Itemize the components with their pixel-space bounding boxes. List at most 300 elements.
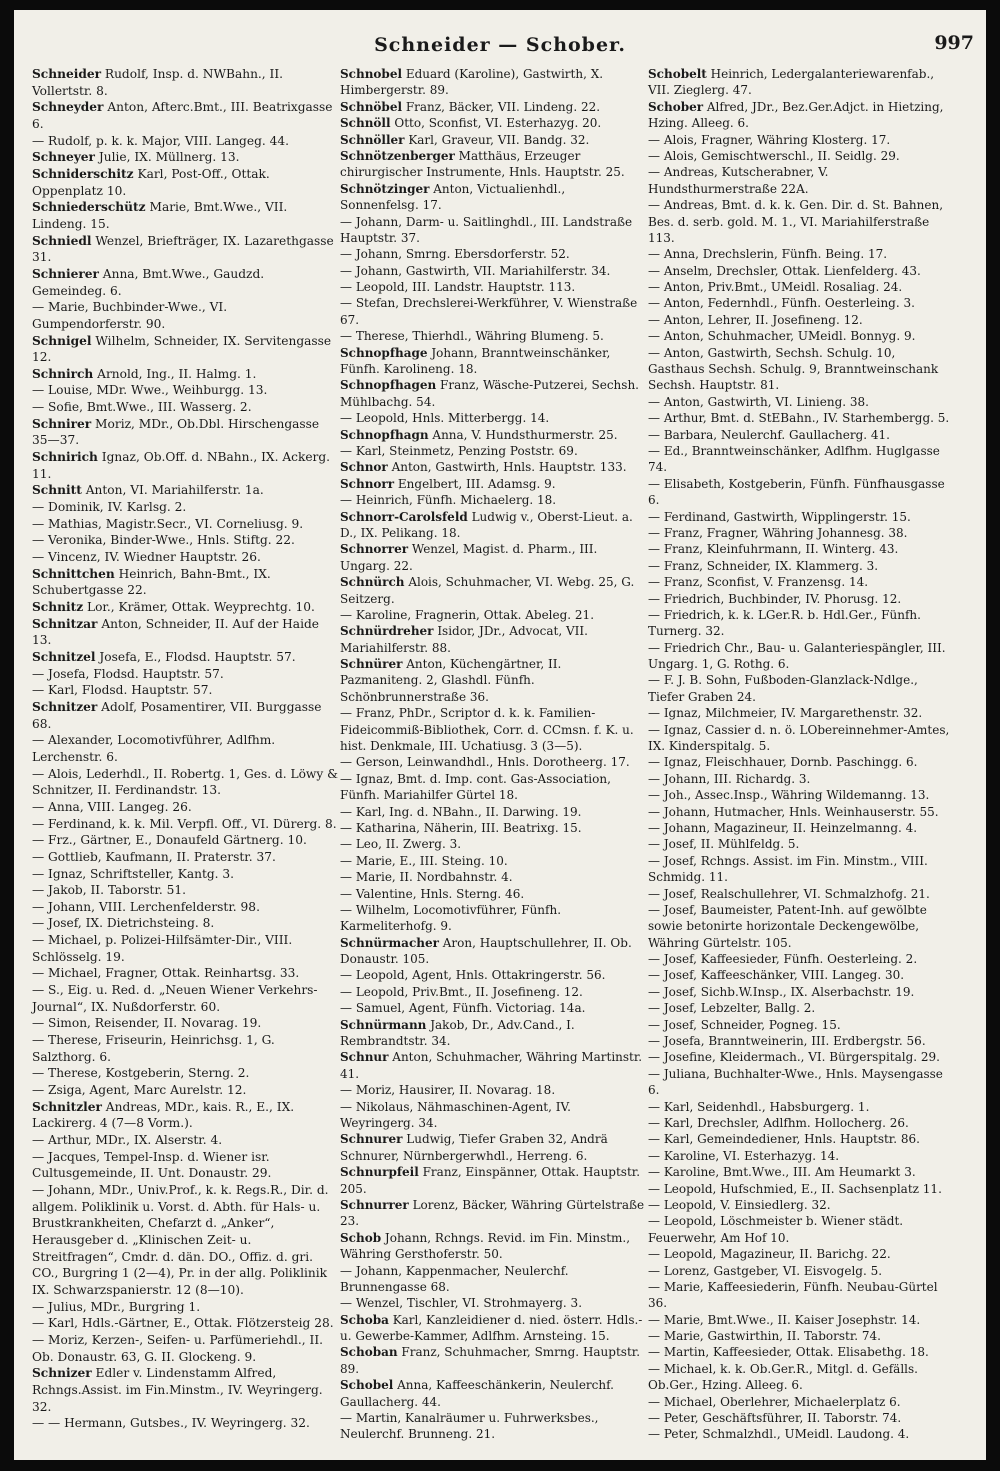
directory-entry (648, 672, 954, 705)
entry-surname: Schnürmann (340, 1017, 427, 1032)
entry-details: — Leopold, Hnls. Mitterbergg. 14. (340, 411, 550, 426)
directory-entry (32, 882, 338, 899)
directory-entry (32, 416, 338, 449)
directory-entry (648, 1246, 954, 1262)
entry-details: — Zsiga, Agent, Marc Aurelstr. 12. (32, 1083, 247, 1098)
directory-entry (648, 1066, 954, 1099)
entry-details: Matthäus, Erzeuger chirurgischer Instrumente, Hnls. Hauptstr. 25. (340, 148, 625, 180)
entry-details: — Josef, II. Mühlfeldg. 5. (648, 837, 800, 852)
entry-surname: Schnirer (32, 416, 92, 431)
entry-surname: Schnitzer (32, 699, 98, 714)
entry-details: Anton, Afterc.Bmt., III. Beatrixgasse 6. (32, 100, 333, 131)
directory-entry (340, 705, 646, 754)
directory-entry (340, 410, 646, 426)
entry-details: — Karoline, VI. Esterhazyg. 14. (648, 1148, 840, 1163)
entry-details: — Johann, Magazineur, II. Heinzelmanng. 4. (648, 820, 918, 835)
directory-entry (648, 1312, 954, 1328)
entry-surname: Schoban (340, 1345, 398, 1360)
entry-details: — Lorenz, Gastgeber, VI. Eisvogelg. 5. (648, 1263, 883, 1278)
entry-details: Jakob, Dr., Adv.Cand., I. Rembrandtstr. 34. (340, 1017, 575, 1049)
entry-details: Karl, Post-Off., Ottak. Oppenplatz 10. (32, 166, 270, 198)
directory-entry (340, 1017, 646, 1050)
directory-entry (32, 799, 338, 816)
directory-entry (648, 1410, 954, 1426)
directory-entry (648, 1148, 954, 1164)
directory-entry (340, 607, 646, 623)
entry-details: — Michael, p. Polizei-Hilfsämter-Dir., VIII. Schlösselg. 19. (32, 933, 293, 964)
directory-entry (32, 149, 338, 166)
entry-details: — Johann, VIII. Lerchenfelderstr. 98. (32, 899, 260, 914)
entry-details: — Alois, Fragner, Währing Klosterg. 17. (648, 132, 891, 147)
directory-entry (340, 967, 646, 983)
directory-entry (648, 705, 954, 721)
entry-surname: Schnitzel (32, 649, 96, 664)
entry-details: — Ignaz, Bmt. d. Imp. cont. Gas-Association, Fünfh. Mariahilfer Gürtel 18. (340, 771, 611, 803)
entry-details: — Therese, Thierhdl., Währing Blumeng. 5. (340, 329, 604, 344)
directory-entry (648, 951, 954, 967)
entry-details: — Veronika, Binder-Wwe., Hnls. Stiftg. 22. (32, 533, 295, 548)
directory-entry (32, 1149, 338, 1182)
entry-details: — Anton, Schuhmacher, UMeidl. Bonnyg. 9. (648, 329, 916, 344)
directory-entry (32, 66, 338, 99)
entry-details: Anton, Gastwirth, Hnls. Hauptstr. 133. (387, 460, 627, 475)
entry-details: — Karl, Steinmetz, Penzing Poststr. 69. (340, 443, 578, 458)
entry-surname: Schobel (340, 1378, 394, 1393)
entry-details: Karl, Kanzleidiener d. nied. österr. Hdls.- u. Gewerbe-Kammer, Adlfhm. Arnsteing. 15. (340, 1312, 643, 1344)
directory-entry (340, 181, 646, 214)
entry-details: — Franz, Fragner, Währing Johannesg. 38. (648, 525, 908, 540)
directory-entry (32, 1065, 338, 1082)
directory-entry (648, 754, 954, 770)
directory-entry (648, 1181, 954, 1197)
directory-entry (32, 766, 338, 799)
directory-entry (648, 1049, 954, 1065)
directory-entry (340, 1164, 646, 1197)
directory-entry (32, 832, 338, 849)
entry-details: — Ignaz, Milchmeier, IV. Margarethenstr. 32. (648, 706, 923, 721)
entry-details: — Johann, Kappenmacher, Neulerchf. Brunnengasse 68. (340, 1263, 569, 1294)
directory-entry (340, 1000, 646, 1016)
entry-details: — Karl, Ing. d. NBahn., II. Darwing. 19. (340, 804, 582, 819)
entry-details: — Josef, Lebzelter, Ballg. 2. (648, 1001, 816, 1016)
directory-entry (340, 1230, 646, 1263)
entry-details: Anton, Victualienhdl., Sonnenfelsg. 17. (340, 181, 566, 213)
entry-details: — Alois, Gemischtwerschl., II. Seidlg. 29. (648, 148, 900, 163)
directory-entry (32, 532, 338, 549)
entry-details: Franz, Einspänner, Ottak. Hauptstr. 205. (340, 1165, 641, 1196)
entry-surname: Schniderschitz (32, 166, 134, 181)
directory-entry (340, 279, 646, 295)
directory-entry (648, 1017, 954, 1033)
entry-details: Anna, Kaffeeschänkerin, Neulerchf. Gaullacherg. 44. (340, 1378, 614, 1409)
entry-details: — Josefa, Branntweinerin, III. Erdbergstr. 56. (648, 1034, 926, 1049)
directory-entry (340, 804, 646, 820)
entry-surname: Schnitzler (32, 1099, 102, 1114)
entry-details: — Gerson, Leinwandhdl., Hnls. Dorotheerg. 17. (340, 755, 630, 770)
entry-details: — S., Eig. u. Red. d. „Neuen Wiener Verkehrs-Journal“, IX. Nußdorferstr. 60. (32, 983, 318, 1014)
directory-entry (648, 1394, 954, 1410)
entry-details: — Ignaz, Fleischhauer, Dornb. Paschingg. 6. (648, 755, 918, 770)
directory-entry (32, 965, 338, 982)
directory-entry (648, 558, 954, 574)
entry-details: — Marie, Gastwirthin, II. Taborstr. 74. (648, 1329, 881, 1344)
directory-entry (32, 866, 338, 883)
entry-details: — Franz, Schneider, IX. Klammerg. 3. (648, 558, 879, 573)
entry-details: Alfred, JDr., Bez.Ger.Adjct. in Hietzing, Hzing. Alleeg. 6. (648, 99, 944, 131)
directory-entry (32, 932, 338, 965)
directory-entry (648, 787, 954, 803)
directory-entry (648, 820, 954, 836)
entry-details: — Wilhelm, Locomotivführer, Fünfh. Karmeliterhofg. 9. (340, 902, 562, 934)
entry-details: Alois, Schuhmacher, VI. Webg. 25, G. Seitzerg. (340, 575, 635, 606)
directory-entry (340, 492, 646, 508)
directory-entry (32, 266, 338, 299)
page-header (14, 30, 986, 64)
entry-details: Arnold, Ing., II. Halmg. 1. (93, 366, 257, 381)
entry-details: Franz, Wäsche-Putzerei, Sechsh. Mühlbachg. 54. (340, 378, 639, 409)
directory-entry (648, 1000, 954, 1016)
entry-surname: Schnur (340, 1050, 389, 1065)
entry-details: — Nikolaus, Nähmaschinen-Agent, IV. Weyringerg. 34. (340, 1099, 571, 1130)
directory-entry (32, 1182, 338, 1299)
directory-entry (340, 820, 646, 836)
entry-surname: Schnurrer (340, 1197, 409, 1212)
directory-entry (648, 1164, 954, 1180)
directory-entry (648, 279, 954, 295)
directory-entry (32, 1132, 338, 1149)
directory-entry (32, 399, 338, 416)
entry-details: Wenzel, Briefträger, IX. Lazarethgasse 31. (32, 233, 334, 265)
entry-details: Isidor, JDr., Advocat, VII. Mariahilferstr. 88. (340, 624, 588, 655)
entry-details: — Josef, IX. Dietrichsteing. 8. (32, 916, 215, 931)
entry-details: Engelbert, III. Adamsg. 9. (394, 476, 556, 491)
directory-entry (340, 754, 646, 770)
entry-details: — Leopold, Magazineur, II. Barichg. 22. (648, 1247, 891, 1262)
entry-details: Wenzel, Magist. d. Pharm., III. Ungarg. 22. (340, 542, 598, 573)
entry-surname: Schnor (340, 460, 388, 475)
entry-details: — Anselm, Drechsler, Ottak. Lienfelderg. 43. (648, 263, 921, 278)
directory-entry (648, 1099, 954, 1115)
entry-details: — Louise, MDr. Wwe., Weihburgg. 13. (32, 383, 268, 398)
directory-entry (340, 935, 646, 968)
entry-details: Franz, Schuhmacher, Smrng. Hauptstr. 89. (340, 1345, 641, 1376)
directory-entry (340, 1082, 646, 1098)
directory-entry (648, 902, 954, 951)
entry-details: — Joh., Assec.Insp., Währing Wildemanng. 13. (648, 788, 930, 803)
entry-details: — Anna, VIII. Langeg. 26. (32, 799, 192, 814)
column-2 (340, 66, 646, 1443)
entry-details: — Ed., Branntweinschänker, Adlfhm. Huglgasse 74. (648, 443, 940, 475)
directory-entry (648, 771, 954, 787)
entry-details: — Friedrich, Buchbinder, IV. Phorusg. 12. (648, 591, 902, 606)
column-1 (32, 66, 338, 1432)
entry-details: — Stefan, Drechslerei-Werkführer, V. Wienstraße 67. (340, 296, 638, 327)
directory-page (14, 10, 986, 1460)
entry-details: — Rudolf, p. k. k. Major, VIII. Langeg. 44. (32, 133, 290, 148)
entry-details: — Josefa, Flodsd. Hauptstr. 57. (32, 666, 224, 681)
directory-entry (340, 1312, 646, 1345)
directory-entry (340, 148, 646, 181)
directory-entry (32, 566, 338, 599)
entry-surname: Schnopfhagn (340, 427, 429, 442)
entry-details: Heinrich, Bahn-Bmt., IX. Schubertgasse 22. (32, 566, 271, 598)
directory-entry (340, 427, 646, 443)
entry-details: Johann, Rchngs. Revid. im Fin. Minstm., Währing Gersthoferstr. 50. (340, 1230, 631, 1262)
entry-surname: Schnürdreher (340, 624, 434, 639)
entry-details: — Josefine, Kleidermach., VI. Bürgerspitalg. 29. (648, 1050, 940, 1065)
directory-entry (648, 525, 954, 541)
entry-details: — Dominik, IV. Karlsg. 2. (32, 500, 187, 515)
directory-entry (32, 499, 338, 516)
entry-details: — Therese, Kostgeberin, Sterng. 2. (32, 1066, 250, 1081)
entry-details: — Anna, Drechslerin, Fünfh. Being. 17. (648, 247, 888, 262)
entry-details: — Barbara, Neulerchf. Gaullacherg. 41. (648, 427, 890, 442)
entry-details: — Johann, III. Richardg. 3. (648, 771, 811, 786)
directory-entry (32, 99, 338, 132)
entry-details: — Leopold, Agent, Hnls. Ottakringerstr. 56. (340, 968, 606, 983)
entry-details: — Samuel, Agent, Fünfh. Victoriag. 14a. (340, 1001, 586, 1016)
directory-entry (32, 649, 338, 666)
directory-entry (648, 246, 954, 262)
entry-details: — Marie, Buchbinder-Wwe., VI. Gumpendorferstr. 90. (32, 300, 228, 331)
directory-entry (32, 849, 338, 866)
directory-entry (648, 1344, 954, 1360)
entry-surname: Schober (648, 99, 704, 114)
directory-entry (648, 295, 954, 311)
directory-entry (32, 816, 338, 833)
entry-details: Anna, Bmt.Wwe., Gaudzd. Gemeindeg. 6. (32, 266, 265, 298)
directory-entry (648, 1115, 954, 1131)
entry-details: — Marie, Bmt.Wwe., II. Kaiser Josephstr. 14. (648, 1312, 921, 1327)
directory-entry (648, 148, 954, 164)
directory-entry (32, 549, 338, 566)
entry-surname: Schnopfhage (340, 345, 428, 360)
directory-entry (340, 1099, 646, 1132)
directory-entry (340, 115, 646, 131)
directory-entry (32, 299, 338, 332)
entry-details: — Gottlieb, Kaufmann, II. Praterstr. 37. (32, 849, 276, 864)
entry-details: Otto, Sconfist, VI. Esterhazyg. 20. (390, 116, 602, 131)
entry-details: Wilhelm, Schneider, IX. Servitengasse 12. (32, 333, 332, 365)
directory-entry (32, 366, 338, 383)
entry-surname: Schniederschütz (32, 200, 146, 215)
directory-entry (648, 1426, 954, 1442)
directory-entry (648, 1361, 954, 1394)
entry-details: — Jakob, II. Taborstr. 51. (32, 883, 187, 898)
entry-details: — Marie, II. Nordbahnstr. 4. (340, 870, 513, 885)
entry-surname: Schnorr-Carolsfeld (340, 509, 468, 524)
entry-details: Julie, IX. Müllnerg. 13. (94, 150, 240, 165)
directory-entry (340, 1049, 646, 1082)
entry-surname: Schnorrer (340, 542, 409, 557)
directory-entry (32, 982, 338, 1015)
entry-details: — Vincenz, IV. Wiedner Hauptstr. 26. (32, 550, 261, 565)
directory-entry (648, 607, 954, 640)
entry-details: — Arthur, MDr., IX. Alserstr. 4. (32, 1133, 223, 1147)
entry-details: — Leopold, III. Landstr. Hauptstr. 113. (340, 280, 576, 295)
directory-entry (648, 640, 954, 673)
directory-entry (32, 682, 338, 699)
entry-surname: Schnigel (32, 333, 92, 348)
entry-details: — Marie, E., III. Steing. 10. (340, 853, 508, 868)
entry-details: — Heinrich, Fünfh. Michaelerg. 18. (340, 493, 557, 508)
entry-details: — Josef, Kaffeesieder, Fünfh. Oesterleing. 2. (648, 952, 918, 967)
directory-entry (340, 869, 646, 885)
entry-details: — Peter, Schmalzhdl., UMeidl. Laudong. 4. (648, 1427, 910, 1442)
directory-entry (340, 295, 646, 328)
entry-details: — Andreas, Bmt. d. k. k. Gen. Dir. d. St. Bahnen, Bes. d. serb. gold. M. 1., VI. Mariahilferstraße 113. (648, 198, 944, 245)
directory-entry (340, 377, 646, 410)
entry-details: — Ferdinand, Gastwirth, Wipplingerstr. 15. (648, 509, 911, 524)
entry-details: — Karl, Hdls.-Gärtner, E., Ottak. Flötzersteig 28. (32, 1316, 334, 1331)
entry-details: — Wenzel, Tischler, VI. Strohmayerg. 3. (340, 1296, 583, 1311)
entry-surname: Schnobel (340, 67, 403, 81)
entry-surname: Schnirch (32, 366, 94, 381)
directory-entry (340, 541, 646, 574)
directory-entry (32, 382, 338, 399)
directory-entry (648, 804, 954, 820)
directory-entry (340, 623, 646, 656)
entry-details: — Johann, Hutmacher, Hnls. Weinhauserstr. 55. (648, 804, 939, 819)
directory-entry (340, 836, 646, 852)
directory-entry (32, 1299, 338, 1316)
entry-details: Anton, Schneider, II. Auf der Haide 13. (32, 616, 319, 648)
directory-entry (340, 1131, 646, 1164)
entry-details: — Karl, Seidenhdl., Habsburgerg. 1. (648, 1099, 870, 1114)
entry-details: — Karl, Flodsd. Hauptstr. 57. (32, 683, 213, 698)
entry-details: — Josef, Realschullehrer, VI. Schmalzhofg. 21. (648, 886, 930, 901)
directory-entry (648, 1328, 954, 1344)
page-number: 997 (934, 32, 974, 54)
entry-details: — Ignaz, Cassier d. n. ö. LObereinnehmer-Amtes, IX. Kinderspitalg. 5. (648, 722, 950, 754)
entry-details: — Josef, Rchngs. Assist. im Fin. Minstm., VIII. Schmidg. 11. (648, 853, 928, 885)
directory-entry (340, 345, 646, 378)
entry-details: — Michael, Oberlehrer, Michaelerplatz 6. (648, 1394, 901, 1409)
entry-details: — Moriz, Kerzen-, Seifen- u. Parfümeriehdl., II. Ob. Donaustr. 63, G. II. Glockeng. 9. (32, 1332, 324, 1364)
entry-details: Lorenz, Bäcker, Währing Gürtelstraße 23. (340, 1197, 645, 1229)
directory-entry (32, 199, 338, 232)
entry-details: Anton, Küchengärtner, II. Pazmaniteng. 2, Glashdl. Fünfh. Schönbrunnerstraße 36. (340, 657, 562, 704)
directory-entry (340, 459, 646, 475)
directory-entry (648, 1279, 954, 1312)
entry-details: Franz, Bäcker, VII. Lindeng. 22. (402, 99, 601, 114)
directory-entry (340, 214, 646, 247)
entry-surname: Schnittchen (32, 566, 115, 581)
entry-details: Johann, Branntweinschänker, Fünfh. Karolineng. 18. (340, 345, 611, 377)
entry-details: — Leopold, Priv.Bmt., II. Josefineng. 12. (340, 984, 583, 999)
directory-entry (340, 246, 646, 262)
directory-entry (32, 599, 338, 616)
directory-entry (32, 666, 338, 683)
directory-entry (32, 133, 338, 150)
entry-details: — Johann, Gastwirth, VII. Mariahilferstr. 34. (340, 263, 611, 278)
directory-entry (32, 482, 338, 499)
entry-details: Aron, Hauptschullehrer, II. Ob. Donaustr. 105. (340, 935, 632, 967)
directory-entry (340, 902, 646, 935)
page-title: Schneider — Schober. (374, 34, 626, 56)
entry-surname: Schnöll (340, 116, 391, 131)
entry-surname: Schneyder (32, 100, 104, 115)
directory-entry (340, 853, 646, 869)
directory-entry (648, 99, 954, 132)
directory-entry (340, 656, 646, 705)
directory-entry (340, 443, 646, 459)
entry-details: — Peter, Geschäftsführer, II. Taborstr. 74. (648, 1411, 902, 1426)
entry-surname: Schnürer (340, 657, 403, 672)
entry-details: — Simon, Reisender, II. Novarag. 19. (32, 1016, 262, 1031)
entry-details: — Johann, Smrng. Ebersdorferstr. 52. (340, 247, 570, 262)
directory-entry (648, 427, 954, 443)
directory-entry (648, 312, 954, 328)
entry-details: — Michael, Fragner, Ottak. Reinhartsg. 33. (32, 966, 300, 981)
directory-entry (648, 1131, 954, 1147)
directory-entry (340, 99, 646, 115)
directory-entry (648, 164, 954, 197)
directory-entry (340, 509, 646, 542)
directory-entry (648, 263, 954, 279)
directory-entry (32, 1032, 338, 1065)
entry-details: — Juliana, Buchhalter-Wwe., Hnls. Maysengasse 6. (648, 1066, 943, 1098)
entry-surname: Schnorr (340, 476, 395, 491)
directory-entry (648, 1263, 954, 1279)
directory-entry (32, 616, 338, 649)
entry-surname: Schnöbel (340, 99, 403, 114)
directory-entry (340, 984, 646, 1000)
directory-entry (32, 1099, 338, 1132)
entry-details: — Alois, Lederhdl., II. Robertg. 1, Ges. d. Löwy & Schnitzer, II. Ferdinandstr. 13. (32, 766, 338, 798)
directory-entry (648, 1213, 954, 1246)
directory-entry (340, 771, 646, 804)
directory-entry (648, 722, 954, 755)
entry-surname: Schnopfhagen (340, 378, 437, 393)
entry-details: — Leopold, Löschmeister b. Wiener städt. Feuerwehr, Am Hof 10. (648, 1214, 904, 1245)
entry-surname: Schniedl (32, 233, 92, 248)
entry-details: — Johann, MDr., Univ.Prof., k. k. Regs.R., Dir. d. allgem. Poliklinik u. Vorst. d. Abth. für Hals- u. Brustkrankheiten, Chefarzt d. „Anker“, Herausgeber d. „Klinischen Zeit- u. Streitfragen“, Cmdr. d. dän. DO., Offiz. d. gri. CO., Burgring 1 (2—4), Pr. in der allg. Poliklinik IX. Schwarzspanierstr. 12 (8—10). (32, 1182, 329, 1297)
entry-details: — Anton, Gastwirth, Sechsh. Schulg. 10, Gasthaus Sechsh. Schulg. 9, Branntweinschank Sechsh. Hauptstr. 81. (648, 345, 939, 393)
entry-details: Andreas, MDr., kais. R., E., IX. Lackirerg. 4 (7—8 Vorm.). (32, 1099, 295, 1131)
directory-entry (340, 132, 646, 148)
entry-details: — Mathias, Magistr.Secr., VI. Corneliusg. 9. (32, 516, 304, 531)
directory-entry (340, 1197, 646, 1230)
entry-surname: Schnurer (340, 1132, 403, 1147)
entry-surname: Schob (340, 1230, 382, 1245)
entry-details: — — Hermann, Gutsbes., IV. Weyringerg. 32. (32, 1416, 310, 1431)
entry-details: — Johann, Darm- u. Saitlinghdl., III. Landstraße Hauptstr. 37. (340, 214, 633, 245)
entry-surname: Schnötzenberger (340, 148, 455, 163)
entry-details: — Anton, Priv.Bmt., UMeidl. Rosaliag. 24. (648, 280, 903, 295)
entry-surname: Schneider (32, 67, 102, 81)
entry-details: — Franz, PhDr., Scriptor d. k. k. Familien-Fideicommiß-Bibliothek, Corr. d. CCmsn. f. K. u. hist. Denkmale, III. Uchatiusg. 3 (3—5). (340, 706, 634, 754)
directory-entry (340, 66, 646, 99)
entry-surname: Schnirich (32, 450, 98, 465)
entry-surname: Schnitz (32, 600, 84, 614)
directory-entry (32, 166, 338, 199)
entry-details: — Martin, Kanalräumer u. Fuhrwerksbes., Neulerchf. Brunneng. 21. (340, 1411, 599, 1442)
entry-surname: Schnötzinger (340, 181, 430, 196)
entry-details: — Arthur, Bmt. d. StEBahn., IV. Starhembergg. 5. (648, 411, 950, 426)
directory-entry (340, 263, 646, 279)
entry-details: — Karoline, Fragnerin, Ottak. Abeleg. 21. (340, 607, 595, 622)
entry-details: — Moriz, Hausirer, II. Novarag. 18. (340, 1083, 556, 1098)
entry-surname: Schnürmacher (340, 935, 439, 950)
entry-surname: Schnöller (340, 132, 405, 147)
entry-details: — Karl, Gemeindediener, Hnls. Hauptstr. 86. (648, 1132, 920, 1147)
entry-details: — Franz, Sconfist, V. Franzensg. 14. (648, 575, 869, 590)
directory-entry (340, 886, 646, 902)
entry-details: Karl, Graveur, VII. Bandg. 32. (404, 132, 590, 147)
entry-details: — Ignaz, Schriftsteller, Kantg. 3. (32, 866, 235, 881)
directory-entry (32, 732, 338, 765)
